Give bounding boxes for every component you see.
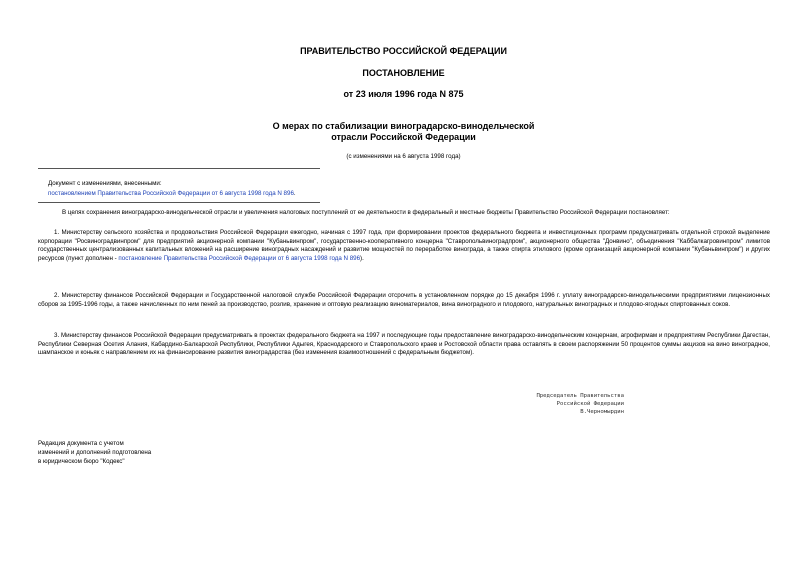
amendment-link-suffix: . xyxy=(293,190,296,197)
paragraph-1-suffix: ). xyxy=(360,254,364,262)
footer-line3: в юридическом бюро "Кодекс" xyxy=(38,458,125,465)
signature-line2: Российской Федерации xyxy=(556,401,624,407)
document-date-number: от 23 июля 1996 года N 875 xyxy=(343,89,464,99)
signature-line1: Председатель Правительства xyxy=(536,393,624,399)
bottom-divider xyxy=(38,202,320,203)
amendment-note: (с изменениями на 6 августа 1998 года) xyxy=(346,153,461,160)
signature-name: В.Черномырдин xyxy=(580,409,624,415)
paragraph-2: 2. Министерству финансов Российской Федерации и Государственной налоговой службе Российской Федерации отсрочить в установленном порядке до 15 декабря 1996 г. уплату виноградарско-винодельческими предприятиями лицензионных сборов за 1995-1996 годы, а также начисленных по ним пеней за производство, розлив, хранение и оптовую реализацию виноматериалов, вина виноградного и плодового, натуральных виноградных и плодово-ягодных спиртованных соков. xyxy=(38,292,770,308)
footer-line1: Редакция документа с учетом xyxy=(38,440,124,447)
changes-label: Документ с изменениями, внесенными: xyxy=(48,180,162,187)
document-title-line2: отрасли Российской Федерации xyxy=(331,132,476,142)
paragraph-1-link[interactable]: постановление Правительства Российской Федерации от 6 августа 1998 года N 896 xyxy=(118,254,361,262)
document-type: ПОСТАНОВЛЕНИЕ xyxy=(362,68,445,78)
document-title-line1: О мерах по стабилизации виноградарско-винодельческой xyxy=(272,121,535,131)
government-heading: ПРАВИТЕЛЬСТВО РОССИЙСКОЙ ФЕДЕРАЦИИ xyxy=(300,46,507,56)
changes-reference xyxy=(48,190,448,198)
preamble: В целях сохранения виноградарско-винодельческой отрасли и увеличения налоговых поступлений от ее деятельности в федеральный и местные бюджеты Правительство Российской Федерации постановляет: xyxy=(62,209,670,216)
paragraph-3: 3. Министерству финансов Российской Федерации предусматривать в проектах федерального бюджета на 1997 и последующие годы предоставление виноградарско-винодельческим концернам, агрофирмам и предприятиям Республики Дагестан, Республики Северная Осетия Алания, Кабардино-Балкарской Республики, Республики Адыгея, Краснодарского и Ставропольского краев и Ростовской области права оставлять в своем распоряжении 50 процентов суммы акцизов на вино виноградное, шампанское и коньяк с направлением их на финансирование развития виноградарства (без изменения взаимоотношений с федеральным бюджетом). xyxy=(38,332,770,357)
paragraph-1 xyxy=(38,229,770,263)
footer-line2: изменений и дополнений подготовлена xyxy=(38,449,152,456)
amendment-link[interactable]: постановлением Правительства Российской Федерации от 6 августа 1998 года N 896 xyxy=(48,190,294,197)
paragraph-1-text: 1. Министерству сельского хозяйства и продовольствия Российской Федерации ежегодно, начиная с 1997 года, при формировании проектов федерального бюджета и инвестиционных программ предусматривать отдельной строкой выделение корпорации "Росвиноградвинпром" для предприятий акционерной компании "Кубаньвинпром", государственно-кооперативного концерна "Ставропольвиноградпром", акционерного общества "Донвино", объединения "Каббалкагровинпром" лимитов государственных централизованных капитальных вложений на расширение виноградных насаждений и развитие мощностей по переработке винограда, а также спирта этилового (кроме организаций акционерной компании "Кубаньвинпром") и других ресурсов (пункт дополнен - xyxy=(38,229,770,262)
top-divider xyxy=(38,168,320,169)
